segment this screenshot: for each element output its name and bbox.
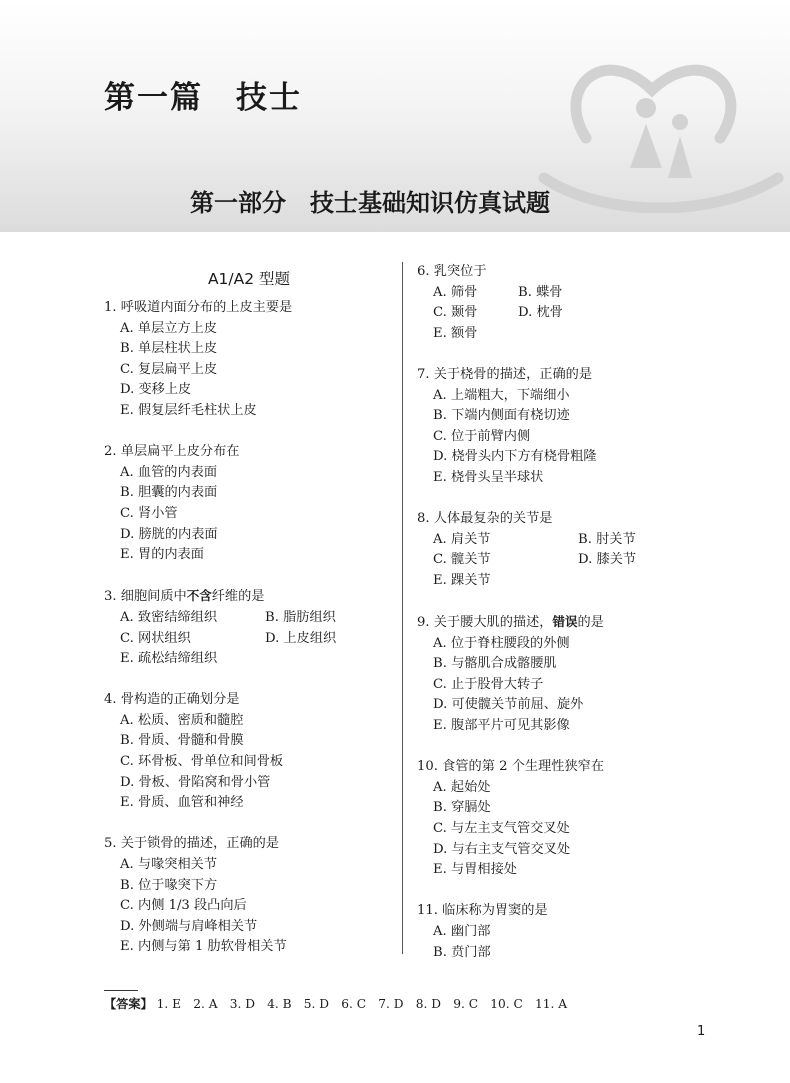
option: A. 血管的内表面 xyxy=(120,464,218,480)
option: D. 骨板、骨陷窝和骨小管 xyxy=(120,774,271,790)
page-number: 1 xyxy=(697,1024,706,1039)
option: B. 贲门部 xyxy=(433,944,491,960)
option: B. 骨质、骨髓和骨膜 xyxy=(120,733,244,749)
answer-divider xyxy=(104,990,138,991)
section-heading: A1/A2 型题 xyxy=(207,270,291,288)
option: C. 与左主支气管交叉处 xyxy=(433,821,570,837)
option: C. 位于前臂内侧 xyxy=(433,428,531,444)
question-stem: 5. 关于锁骨的描述，正确的是 xyxy=(104,836,280,852)
option: A. 筛骨 xyxy=(433,284,478,300)
logo-watermark-icon xyxy=(534,28,784,213)
option: B. 单层柱状上皮 xyxy=(120,341,218,357)
option: E. 内侧与第 1 肋软骨相关节 xyxy=(120,939,287,955)
question-10 xyxy=(417,757,697,881)
question-stem: 3. 细胞间质中不含纤维的是 xyxy=(104,588,265,605)
question-stem: 2. 单层扁平上皮分布在 xyxy=(104,444,240,460)
option: B. 肘关节 xyxy=(578,531,636,547)
option: C. 止于股骨大转子 xyxy=(433,676,544,692)
option: E. 胃的内表面 xyxy=(120,547,204,563)
part-title: 第一部分 技士基础知识仿真试题 xyxy=(190,189,550,217)
option: E. 骨质、血管和神经 xyxy=(120,795,244,811)
answer-label: 【答案】 xyxy=(104,997,153,1011)
option: C. 髋关节 xyxy=(433,552,491,568)
option: C. 网状组织 xyxy=(120,630,191,646)
option: D. 与右主支气管交叉处 xyxy=(433,841,571,857)
option: E. 腹部平片可见其影像 xyxy=(433,718,570,734)
question-stem: 9. 关于腰大肌的描述，错误的是 xyxy=(417,614,604,631)
option: C. 肾小管 xyxy=(120,505,178,521)
question-stem: 10. 食管的第 2 个生理性狭窄在 xyxy=(417,759,605,775)
question-stem: 1. 呼吸道内面分布的上皮主要是 xyxy=(104,300,293,315)
left-column xyxy=(104,262,394,979)
question-stem: 6. 乳突位于 xyxy=(417,264,487,279)
option: B. 与髂肌合成髂腰肌 xyxy=(433,656,557,672)
option: C. 复层扁平上皮 xyxy=(120,361,218,377)
question-stem: 4. 骨构造的正确划分是 xyxy=(104,692,240,708)
emphasis-text: 不含 xyxy=(186,588,212,604)
option: A. 上端粗大，下端细小 xyxy=(433,387,570,403)
option: E. 桡骨头呈半球状 xyxy=(433,469,544,485)
option: E. 假复层纤毛柱状上皮 xyxy=(120,402,257,418)
option: A. 松质、密质和髓腔 xyxy=(120,712,244,728)
option: A. 单层立方上皮 xyxy=(120,320,218,336)
question-2 xyxy=(104,442,394,566)
option: B. 位于喙突下方 xyxy=(120,877,218,893)
question-stem: 7. 关于桡骨的描述，正确的是 xyxy=(417,366,593,382)
option: A. 位于脊柱腰段的外侧 xyxy=(433,635,570,651)
question-8 xyxy=(417,509,697,591)
option: B. 脂肪组织 xyxy=(265,609,336,625)
question-11 xyxy=(417,901,697,963)
option: A. 致密结缔组织 xyxy=(120,609,218,625)
option: B. 蝶骨 xyxy=(518,284,563,300)
option: D. 变移上皮 xyxy=(120,382,192,398)
option: B. 下端内侧面有桡切迹 xyxy=(433,408,570,424)
option: D. 桡骨头内下方有桡骨粗隆 xyxy=(433,449,597,465)
option: D. 上皮组织 xyxy=(265,630,337,646)
option: C. 颞骨 xyxy=(433,305,478,321)
option: B. 胆囊的内表面 xyxy=(120,485,218,501)
option: D. 枕骨 xyxy=(518,305,563,321)
answer-list: 1. E 2. A 3. D 4. B 5. D 6. C 7. D 8. D 9. C 10. C 11. A xyxy=(152,997,568,1011)
option: D. 膀胱的内表面 xyxy=(120,526,218,542)
question-1 xyxy=(104,298,394,422)
question-7 xyxy=(417,365,697,489)
emphasis-text: 错误 xyxy=(552,614,578,630)
question-6 xyxy=(417,262,697,344)
question-9 xyxy=(417,612,697,737)
question-stem: 8. 人体最复杂的关节是 xyxy=(417,511,553,527)
question-5 xyxy=(104,834,394,958)
option: A. 与喙突相关节 xyxy=(120,857,218,873)
option: A. 幽门部 xyxy=(433,924,491,939)
column-divider xyxy=(402,262,403,954)
question-4 xyxy=(104,690,394,814)
option: E. 疏松结缔组织 xyxy=(120,651,218,667)
option: D. 膝关节 xyxy=(578,552,637,568)
option: C. 内侧 1/3 段凸向后 xyxy=(120,898,247,914)
chapter-title: 第一篇 技士 xyxy=(104,80,302,116)
right-column xyxy=(417,262,697,984)
option: D. 可使髋关节前屈、旋外 xyxy=(433,697,584,713)
answer-key xyxy=(104,995,567,1012)
question-stem: 11. 临床称为胃窦的是 xyxy=(417,903,548,919)
option: A. 肩关节 xyxy=(433,531,491,547)
option: E. 额骨 xyxy=(433,325,478,341)
option: C. 环骨板、骨单位和间骨板 xyxy=(120,754,284,770)
option: D. 外侧端与肩峰相关节 xyxy=(120,918,258,934)
option: A. 起始处 xyxy=(433,779,491,795)
option: E. 踝关节 xyxy=(433,572,491,588)
question-3 xyxy=(104,586,394,669)
option: B. 穿膈处 xyxy=(433,800,491,816)
option: E. 与胃相接处 xyxy=(433,862,517,878)
